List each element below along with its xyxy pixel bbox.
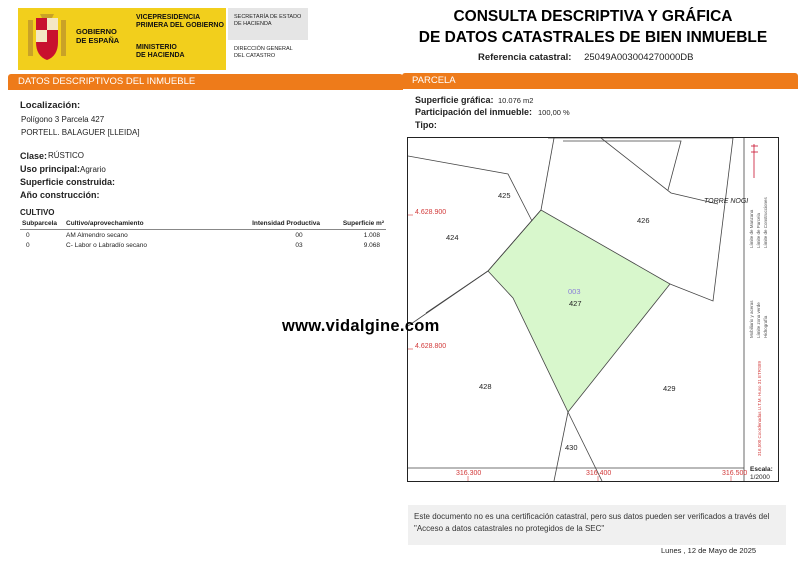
- localizacion-line-2: PORTELL. BALAGUER [LLEIDA]: [21, 128, 140, 137]
- legend-zona-verde: Límite zona verde: [756, 302, 761, 338]
- ano-construccion-label: Año construcción:: [20, 190, 100, 200]
- table-row: [20, 230, 386, 241]
- col-superficie: Superficie m²: [342, 220, 384, 227]
- parcel-label-424: 424: [446, 233, 459, 242]
- cell-superficie: 1.008: [363, 231, 380, 239]
- cell-intensidad: 00: [295, 231, 303, 239]
- cell-cultivo: C- Labor o Labradío secano: [66, 241, 147, 249]
- section-bar-parcela: PARCELA: [402, 73, 798, 89]
- coord-x-mid: 316.400: [586, 470, 612, 477]
- table-row: [20, 240, 386, 250]
- title-line-1: CONSULTA DESCRIPTIVA Y GRÁFICA: [453, 8, 733, 25]
- title-line-2: DE DATOS CATASTRALES DE BIEN INMUEBLE: [418, 29, 768, 46]
- parcel-label-429: 429: [663, 384, 676, 393]
- participacion-value: 100,00 %: [538, 108, 570, 117]
- parcel-427-shape[interactable]: [488, 210, 670, 412]
- section-bar-descriptive: DATOS DESCRIPTIVOS DEL INMUEBLE: [8, 74, 403, 90]
- col-intensidad: Intensidad Productiva: [252, 220, 320, 227]
- watermark-text: www.vidalgine.com: [282, 317, 440, 335]
- coord-x-right: 316.500: [722, 470, 748, 477]
- cultivo-heading: CULTIVO: [20, 208, 55, 217]
- toponym-label: TORRE NOGI: [704, 198, 749, 205]
- legend-coordinates: 316,500 Coordenadas U.T.M. Huso 31 ETRS89: [757, 360, 762, 456]
- map-canvas: [408, 138, 778, 481]
- secretaria-text: SECRETARÍA DE ESTADO DE HACIENDA: [234, 14, 302, 27]
- map-legend: [749, 196, 768, 456]
- subparcel-label-003: 003: [568, 287, 581, 296]
- uso-value: Agrario: [80, 165, 106, 174]
- disclaimer-text: Este documento no es una certificación catastral, pero sus datos pueden ser verificados a través del "Acceso a datos catastrales no protegidos de la SEC": [414, 512, 770, 533]
- parcel-label-430: 430: [565, 443, 578, 452]
- legend-mobiliario: Mobiliario y aceras: [749, 300, 754, 338]
- localizacion-label: Localización:: [20, 100, 81, 111]
- cell-subparcela: 0: [26, 231, 30, 239]
- legend-manzana: Límite de Manzana: [749, 209, 754, 248]
- superficie-construida-label: Superficie construida:: [20, 177, 116, 187]
- coord-x-left: 316.300: [456, 470, 482, 477]
- parcel-label-426: 426: [637, 216, 650, 225]
- scale-label: Escala:: [750, 466, 773, 473]
- coat-of-arms-icon: [24, 14, 70, 64]
- cell-superficie: 9.068: [363, 241, 380, 249]
- reference-value: 25049A003004270000DB: [584, 52, 694, 63]
- cadastral-map[interactable]: [407, 137, 779, 482]
- coord-y-top: 4.628.900: [415, 209, 447, 216]
- legend-construcciones: Límite de Construcciones: [763, 197, 768, 248]
- scale-value: 1/2000: [750, 474, 770, 481]
- col-cultivo: Cultivo/aprovechamiento: [66, 220, 144, 227]
- cultivo-header-row: [20, 218, 386, 230]
- clase-label: Clase:: [20, 151, 48, 161]
- reference-label: Referencia catastral:: [478, 52, 572, 63]
- superficie-grafica-value: 10.076 m2: [498, 96, 534, 105]
- cell-intensidad: 03: [295, 241, 303, 249]
- tipo-label: Tipo:: [415, 120, 437, 130]
- clase-value: RÚSTICO: [48, 151, 84, 160]
- reference-row: [478, 52, 693, 63]
- cell-cultivo: AM Almendro secano: [66, 231, 128, 239]
- direccion-text: DIRECCIÓN GENERAL DEL CATASTRO: [234, 46, 293, 59]
- legend-hidrografia: Hidrografía: [763, 315, 768, 338]
- cultivo-table: [20, 218, 386, 250]
- participacion-label: Participación del inmueble:: [415, 107, 533, 117]
- parcel-label-425: 425: [498, 191, 511, 200]
- coord-y-mid: 4.628.800: [415, 343, 447, 350]
- localizacion-line-1: Polígono 3 Parcela 427: [21, 115, 105, 124]
- uso-label: Uso principal:: [20, 164, 81, 174]
- document-title: [400, 6, 786, 48]
- gobierno-text: GOBIERNO DE ESPAÑA: [76, 27, 120, 45]
- footer-date: Lunes , 12 de Mayo de 2025: [661, 546, 757, 555]
- legend-symbol: [751, 144, 758, 178]
- superficie-grafica-label: Superficie gráfica:: [415, 95, 494, 105]
- ministerio-text: MINISTERIO DE HACIENDA: [136, 44, 185, 59]
- vicepresidencia-text: VICEPRESIDENCIA PRIMERA DEL GOBIERNO: [136, 14, 224, 29]
- parcel-label-427: 427: [569, 299, 582, 308]
- col-subparcela: Subparcela: [22, 220, 58, 227]
- legend-parcela: Límite de Parcela: [756, 212, 761, 248]
- parcel-label-428: 428: [479, 382, 492, 391]
- cell-subparcela: 0: [26, 241, 30, 249]
